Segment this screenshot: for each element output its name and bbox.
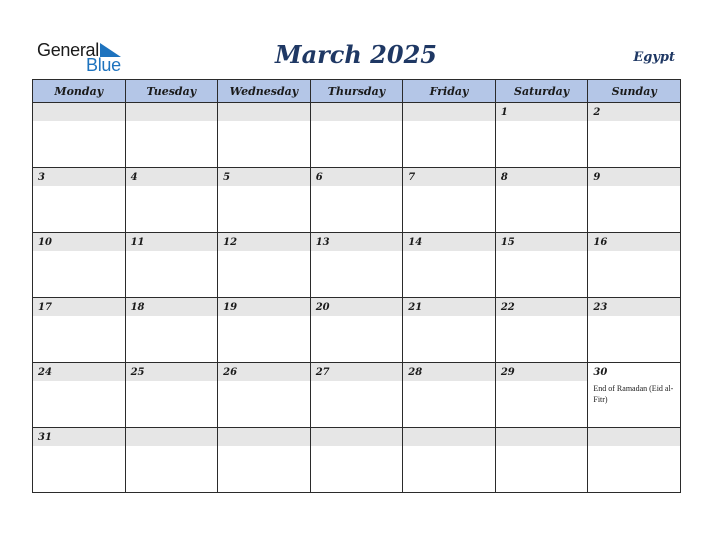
day-cell: [495, 103, 588, 168]
day-number: 4: [126, 168, 218, 186]
day-cell: [588, 168, 681, 233]
day-number: 3: [33, 168, 125, 186]
weekday-friday: Friday: [403, 80, 496, 103]
day-number: [403, 103, 495, 121]
day-number: 27: [311, 363, 403, 381]
day-cell: [310, 298, 403, 363]
day-cell: [218, 168, 311, 233]
day-cell: [403, 298, 496, 363]
day-cell: [125, 168, 218, 233]
empty-day-cell: [310, 103, 403, 168]
day-number: 12: [218, 233, 310, 251]
day-cell: [495, 233, 588, 298]
week-row: [33, 233, 681, 298]
day-cell: [33, 428, 126, 493]
day-cell: [403, 363, 496, 428]
empty-day-cell: [33, 103, 126, 168]
day-number: 9: [588, 168, 680, 186]
day-cell: [33, 363, 126, 428]
empty-day-cell: [125, 103, 218, 168]
day-number: 15: [496, 233, 588, 251]
day-cell: [125, 298, 218, 363]
calendar-grid: [32, 79, 681, 493]
day-cell: [218, 298, 311, 363]
day-number: 2: [588, 103, 680, 121]
day-cell: [495, 298, 588, 363]
day-number: 11: [126, 233, 218, 251]
brand-blue-text: Blue: [86, 55, 121, 75]
day-number: 14: [403, 233, 495, 251]
day-cell: [588, 233, 681, 298]
day-cell: [310, 363, 403, 428]
calendar-title: March 2025: [275, 40, 437, 69]
day-cell: [125, 233, 218, 298]
weekday-thursday: Thursday: [310, 80, 403, 103]
day-cell: [403, 168, 496, 233]
calendar-body: [33, 103, 681, 493]
day-cell: [495, 168, 588, 233]
day-number: [218, 103, 310, 121]
day-number: 8: [496, 168, 588, 186]
day-number: [126, 103, 218, 121]
day-cell: [495, 363, 588, 428]
day-number: 31: [33, 428, 125, 446]
empty-day-cell: [218, 103, 311, 168]
day-number: 24: [33, 363, 125, 381]
day-number: 16: [588, 233, 680, 251]
day-number: 30: [588, 363, 680, 381]
week-row: [33, 363, 681, 428]
holiday-event: End of Ramadan (Eid al-Fitr): [593, 384, 674, 404]
day-cell: [33, 233, 126, 298]
week-row: [33, 298, 681, 363]
day-cell: [33, 298, 126, 363]
day-number: 26: [218, 363, 310, 381]
day-number: 23: [588, 298, 680, 316]
day-cell: [125, 363, 218, 428]
day-cell: [588, 363, 681, 428]
empty-day-cell: [125, 428, 218, 493]
weekday-sunday: Sunday: [588, 80, 681, 103]
day-number: 5: [218, 168, 310, 186]
day-number: 10: [33, 233, 125, 251]
week-row: [33, 428, 681, 493]
day-number: 21: [403, 298, 495, 316]
day-number: 13: [311, 233, 403, 251]
weekday-saturday: Saturday: [495, 80, 588, 103]
empty-day-cell: [495, 428, 588, 493]
day-number: 22: [496, 298, 588, 316]
day-number: [311, 103, 403, 121]
weekday-tuesday: Tuesday: [125, 80, 218, 103]
week-row: [33, 103, 681, 168]
day-cell: [588, 298, 681, 363]
day-number: 7: [403, 168, 495, 186]
week-row: [33, 168, 681, 233]
day-number: 19: [218, 298, 310, 316]
day-cell: [310, 233, 403, 298]
day-number: [126, 428, 218, 446]
day-number: 25: [126, 363, 218, 381]
day-number: 20: [311, 298, 403, 316]
day-number: 28: [403, 363, 495, 381]
day-cell: [310, 168, 403, 233]
weekday-monday: Monday: [33, 80, 126, 103]
empty-day-cell: [403, 103, 496, 168]
day-number: [33, 103, 125, 121]
empty-day-cell: [218, 428, 311, 493]
day-cell: [218, 233, 311, 298]
day-number: [588, 428, 680, 446]
day-number: [496, 428, 588, 446]
brand-general-text: General: [37, 40, 99, 60]
day-number: 6: [311, 168, 403, 186]
day-cell: [33, 168, 126, 233]
day-number: [218, 428, 310, 446]
empty-day-cell: [310, 428, 403, 493]
day-number: 18: [126, 298, 218, 316]
empty-day-cell: [403, 428, 496, 493]
day-number: 1: [496, 103, 588, 121]
weekday-wednesday: Wednesday: [218, 80, 311, 103]
weekday-header-row: [33, 80, 681, 103]
day-number: [311, 428, 403, 446]
empty-day-cell: [588, 428, 681, 493]
day-number: 17: [33, 298, 125, 316]
day-number: 29: [496, 363, 588, 381]
day-cell: [218, 363, 311, 428]
day-cell: [403, 233, 496, 298]
day-number: [403, 428, 495, 446]
day-cell: [588, 103, 681, 168]
country-label: Egypt: [633, 50, 675, 65]
